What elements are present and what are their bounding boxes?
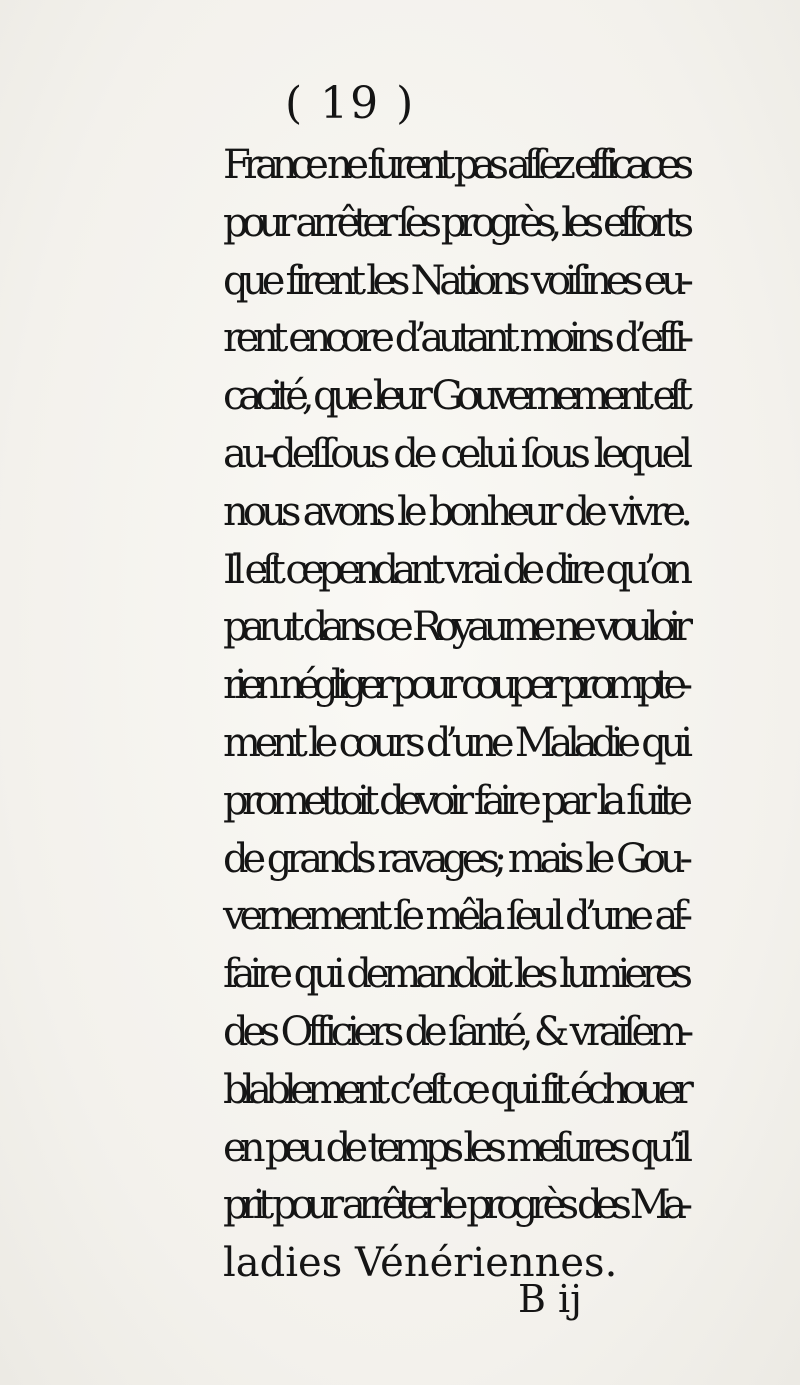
text-line: en peu de temps les meſures qu’il: [223, 1124, 687, 1171]
text-line: ment le cours d’une Maladie qui: [223, 719, 687, 766]
text-line: au-deſſous de celui ſous lequel: [223, 430, 689, 477]
text-line: rien négliger pour couper prompte-: [223, 662, 686, 709]
text-line: France ne furent pas aſſez efficaces: [223, 142, 687, 188]
text-line: ladies Vénériennes.: [223, 1240, 618, 1287]
text-line: parut dans ce Royaume ne vouloir: [223, 604, 686, 651]
signature-mark: B ij: [518, 1277, 582, 1321]
text-line: que firent les Nations voiſines eu-: [223, 257, 688, 304]
text-line: blablement c’eſt ce qui fit échouer: [223, 1066, 688, 1113]
page-number: ( 19 ): [285, 78, 416, 129]
text-line: vernement ſe mêla ſeul d’une af-: [223, 893, 687, 940]
text-line: nous avons le bonheur de vivre.: [223, 488, 688, 535]
text-line: de grands ravages; mais le Gou-: [223, 835, 687, 882]
text-line: rent encore d’autant moins d’effi-: [223, 315, 688, 362]
text-line: prit pour arrêter le progrès des Ma-: [223, 1182, 686, 1229]
body-paragraph: [223, 137, 693, 1293]
text-line: pour arrêter ſes progrès, les efforts: [223, 199, 688, 246]
text-line: des Officiers de ſanté, & vraiſem-: [223, 1008, 688, 1055]
text-line: faire qui demandoit les lumieres: [223, 951, 687, 998]
text-line: promettoit devoir faire par la ſuite: [223, 777, 687, 824]
text-line: Il eſt cependant vrai de dire qu’on: [223, 546, 687, 593]
text-line: cacité, que leur Gouvernement eſt: [223, 373, 686, 420]
